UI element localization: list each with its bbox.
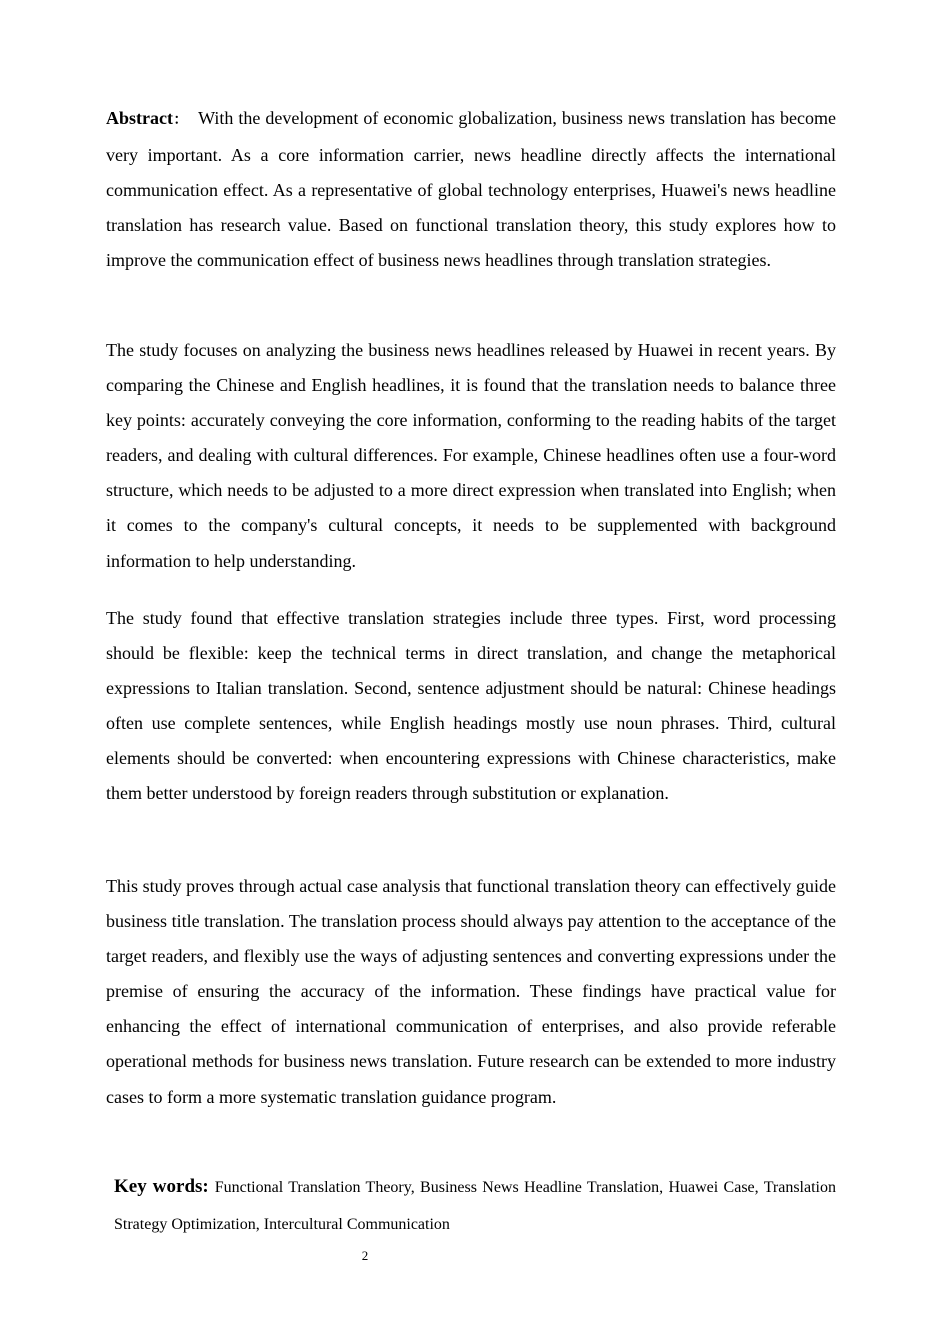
- keywords-text: Functional Translation Theory, Business News Headline Translation, Huawei Case, Translation Strategy Optimization, Intercultural Communication: [114, 1179, 836, 1233]
- keywords-section: [114, 1168, 836, 1243]
- abstract-colon: ：: [172, 113, 189, 128]
- abstract-paragraph-1-text: With the development of economic globalization, business news translation has become very important. As a core information carrier, news headline directly affects the international communication effect. As a representative of global technology enterprises, Huawei's news headline translation has research value. Based on functional translation theory, this study explores how to improve the communication effect of business news headlines through translation strategies.: [106, 108, 836, 271]
- abstract-paragraph-2: The study focuses on analyzing the business news headlines released by Huawei in recent years. By comparing the Chinese and English headlines, it is found that the translation needs to balance three key points: accurately conveying the core information, conforming to the reading habits of the target readers, and dealing with cultural differences. For example, Chinese headlines often use a four-word structure, which needs to be adjusted to a more direct expression when translated into English; when it comes to the company's cultural concepts, it needs to be supplemented with background information to help understanding.: [106, 340, 836, 571]
- page-number: 2: [361, 1248, 369, 1263]
- abstract-paragraph-3: The study found that effective translation strategies include three types. First, word processing should be flexible: keep the technical terms in direct translation, and change the metaphorical expressions to Italian translation. Second, sentence adjustment should be natural: Chinese headings often use complete sentences, while English headings mostly use noun phrases. Third, cultural elements should be converted: when encountering expressions with Chinese characteristics, make them better understood by foreign readers through substitution or explanation.: [106, 608, 836, 804]
- abstract-label: Abstract: [106, 108, 173, 128]
- keywords-label: Key words:: [114, 1176, 209, 1197]
- abstract-paragraph-4: This study proves through actual case analysis that functional translation theory can effectively guide business title translation. The translation process should always pay attention to the acceptance of the target readers, and flexibly use the ways of adjusting sentences and converting expressions under the premise of ensuring the accuracy of the information. These findings have practical value for enhancing the effect of international communication of enterprises, and also provide referable operational methods for business news translation. Future research can be extended to more industry cases to form a more systematic translation guidance program.: [106, 876, 836, 1107]
- abstract-paragraph-1: [106, 101, 836, 278]
